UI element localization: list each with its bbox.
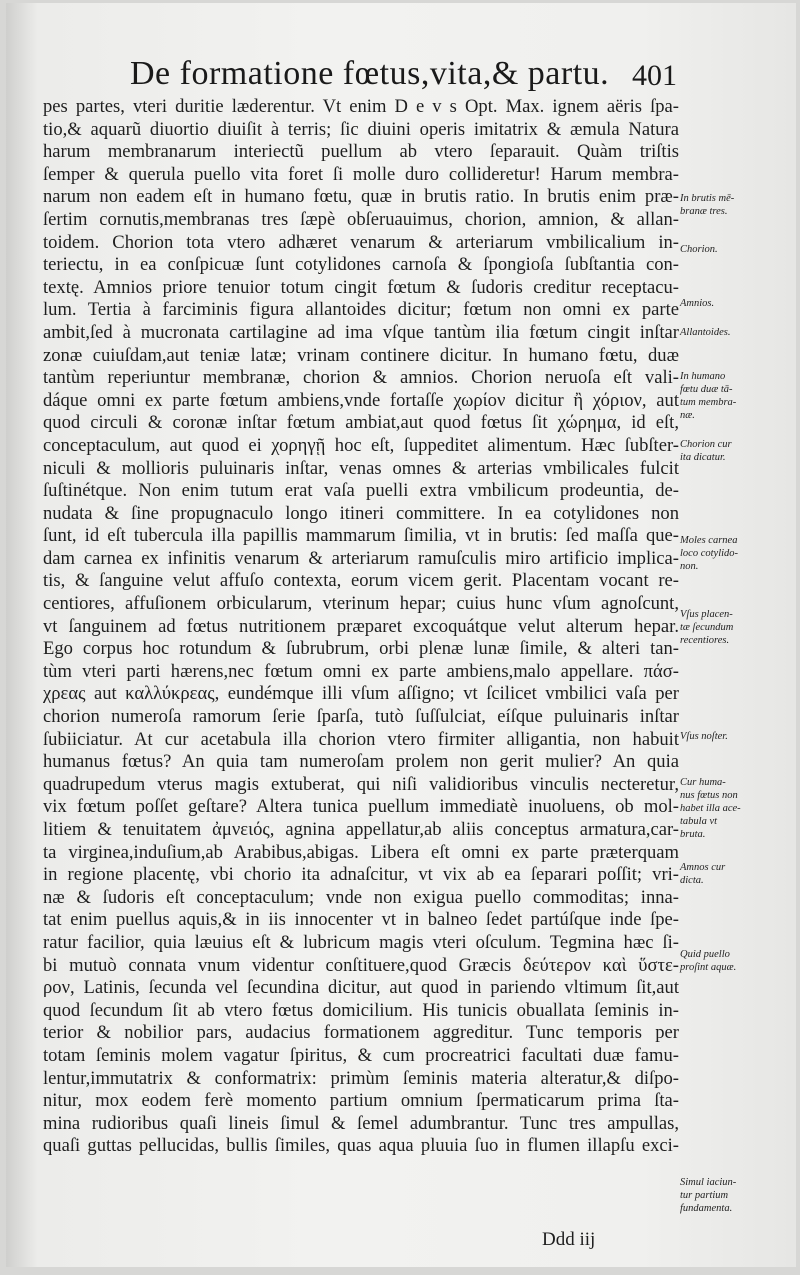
text-line: dáque omni ex parte fœtum ambiens,vnde fortaſſe χωρίον dicitur ἢ χόριον, aut <box>43 389 679 411</box>
text-line: chorion numeroſa ramorum ſerie ſparſa, tutò ſuſſulciat, eíſque puluinaris inſtar <box>43 706 679 728</box>
text-line: tùm vteri parti hærens,nec fœtum omni ex parte ambiens,malo appellare. πάσ- <box>43 660 679 682</box>
text-line: Ego corpus hoc rotundum & ſubrubrum, orbi plenæ lunæ ſimile, & alteri tan- <box>43 638 679 660</box>
text-line: ambit,ſed à mucronata cartilagine ad ima vſque tantùm ilia fœtum cingit inſtar <box>43 321 679 343</box>
text-line: ta virginea,induſium,ab Arabibus,abigas. Libera eſt omni ex parte præterquam <box>43 841 679 863</box>
text-line: quadrupedum vterus magis extuberat, qui niſi validioribus vinculis necteretur, <box>43 773 679 795</box>
text-line: ſubiiciatur. At cur acetabula illa chorion vtero firmiter alligantia, non habuit <box>43 728 679 750</box>
text-line: ſertim cornutis,membranas tres ſæpè obſeruauimus, chorion, amnion, & allan- <box>43 208 679 230</box>
margin-notes <box>6 3 796 1267</box>
margin-note-chorion-cur: Chorion cur ita dicatur. <box>680 439 732 463</box>
text-line: tantùm reperiuntur membranæ, chorion & amnios. Chorion neruoſa eſt vali- <box>43 367 679 389</box>
text-line: toidem. Chorion tota vtero adhæret venarum & arteriarum vmbilicalium in- <box>43 231 679 253</box>
text-line: conceptaculum, aut quod ei χορηγῇ hoc eſt, ſuppeditet alimentum. Hæc ſubſter- <box>43 434 679 456</box>
text-line: nitur, mox eodem ferè momento partium omnium ſpermaticarum prima ſta- <box>43 1090 679 1112</box>
text-line: ρον, Latinis, ſecunda vel ſecundina dicitur, aut quod in pariendo vltimum ſit,aut <box>43 977 679 999</box>
text-line: zonæ cuiuſdam,aut teniæ latæ; vrinam continere dicitur. In humano fœtu, duæ <box>43 344 679 366</box>
margin-note-vsus-noster: Vſus noſter. <box>680 731 728 742</box>
text-line: quod circuli & coronæ inſtar fœtum ambiat,aut quod fœtus ſit χώρημα, id eſt, <box>43 412 679 434</box>
margin-note-in-brutis: In brutis mē- branæ tres. <box>680 193 735 217</box>
text-line: mina rudioribus quaſi lineis ſimul & ſemel adumbrantur. Tunc tres ampullas, <box>43 1112 679 1134</box>
text-line: vt ſanguinem ad fœtus nutritionem præparet excoquátque velut alterum hepar. <box>43 615 679 637</box>
margin-note-in-humano: In humano fœtu duæ tā- tum membra- næ. <box>680 371 737 421</box>
text-line: centiores, affuſionem orbicularum, vterinum hepar; cuius hunc vſum agnoſcunt, <box>43 593 679 615</box>
text-line: næ & ſudoris eſt conceptaculum; vnde non exigua puello commoditas; inna- <box>43 886 679 908</box>
margin-note-simul: Simul iaciun- tur partium fundamenta. <box>680 1177 737 1214</box>
page-number: 401 <box>632 59 677 92</box>
margin-note-moles-carnea: Moles carnea loco cotylido- non. <box>680 535 739 572</box>
text-line: tis, & ſanguine velut affuſo contexta, eorum vicem gerit. Placentam vocant re- <box>43 570 679 592</box>
text-line: harum membranarum interiectũ puellum ab vtero ſeparauit. Quàm triſtis <box>43 141 679 163</box>
text-line: tat enim puellus aquis,& in iis innocenter vt in balneo ſedet partúſque inde ſpe- <box>43 909 679 931</box>
text-line: totam ſeminis molem vagatur ſpiritus, & cum procreatrici facultati duæ famu- <box>43 1044 679 1066</box>
text-line: litiem & tenuitatem ἀμνειός, agnina appellatur,ab aliis conceptus armatura,car- <box>43 819 679 840</box>
signature-mark: Ddd iij <box>542 1229 596 1250</box>
text-line: terior & nobilior pars, audacius formationem aggreditur. Tunc temporis per <box>43 1022 679 1044</box>
text-line: dam carnea ex infinitis venarum & arteriarum ramuſculis miro artificio implica- <box>43 547 679 569</box>
text-line: teriectu, in ea conſpicuæ ſunt cotylidones carnoſa & ſpongioſa ſubſtantia con- <box>43 254 679 276</box>
text-line: textę. Amnios priore tenuior totum cingit fœtum & ſudoris creditur receptacu- <box>43 276 679 298</box>
text-line: lentur,immutatrix & conformatrix: primùm ſeminis materia alteratur,& diſpo- <box>43 1067 679 1089</box>
text-line: tio,& aquarũ diuortio diuiſit à terris; ſic diuini operis imitatrix & æmula Natura <box>43 118 679 140</box>
text-line: pes partes, vteri duritie læderentur. Vt enim D e v s Opt. Max. ignem aëris ſpa- <box>43 96 679 117</box>
margin-note-allantoides: Allantoides. <box>680 327 731 338</box>
margin-note-chorion: Chorion. <box>680 244 718 255</box>
text-line: bi mutuò connata vnum videntur conſtituere,quod Græcis δεύτερον καὶ ὕστε- <box>43 954 679 976</box>
margin-note-vsus-placentae: Vſus placen- tæ ſecundum recentiores. <box>680 609 734 646</box>
margin-note-cur-humanus: Cur huma- nus fœtus non habet illa ace- tabula vt bruta. <box>680 777 741 840</box>
text-line: ratur facilior, quia læuius eſt & lubricum magis vteri oſculum. Tegmina hæc ſi- <box>43 931 679 953</box>
text-line: vix fœtum poſſet geſtare? Altera tunica puellum immediatè inuoluens, ob mol- <box>43 796 679 818</box>
text-line: ſuſtinétque. Non enim tutum erat vaſa puelli extra vmbilicum prodeuntia, de- <box>43 480 679 502</box>
text-line: lum. Tertia à farciminis figura allantoides dicitur; fœtum non omni ex parte <box>43 299 679 321</box>
text-line: nudata & ſine propugnaculo longo itineri committere. In ea cotylidones non <box>43 502 679 524</box>
text-line: χρεας aut καλλύκρεας, eundémque illi vſum aſſigno; vt ſcilicet vmbilici vaſa per <box>43 683 679 705</box>
text-line: niculi & mollioris puluinaris inſtar, venas omnes & arterias vmbilicales fulcit <box>43 457 679 479</box>
margin-note-amnios: Amnios. <box>680 298 715 309</box>
margin-note-quid-puello: Quid puello proſint aquæ. <box>680 949 737 973</box>
text-line: quaſi guttas pellucidas, bullis ſimiles, quas aqua pluuia ſuo in flumen illapſu exci- <box>43 1135 679 1157</box>
text-line: ſunt, id eſt tubercula illa papillis mammarum ſimilia, vt in brutis: ſed maſſa que- <box>43 525 679 547</box>
running-title: De formatione fœtus,vita,& partu. <box>130 55 610 92</box>
book-page <box>6 3 796 1267</box>
text-line: ſemper & querula puello vita foret ſi molle duro collideretur! Harum membra- <box>43 163 679 185</box>
text-line: in regione placentę, vbi chorio ita adnaſcitur, vt vix ab ea ſeparari poſſit; vri- <box>43 864 679 886</box>
text-line: quod ſecundum ſit ab vtero fœtus domicilium. His tunicis obuallata ſeminis in- <box>43 999 679 1021</box>
text-line: humanus fœtus? An quia tam numeroſam prolem non gerit mulier? An quia <box>43 751 679 773</box>
margin-note-amnos: Amnos cur dicta. <box>680 862 726 886</box>
text-line: narum non eadem eſt in humano fœtu, quæ in brutis ratio. In brutis enim præ- <box>43 186 679 208</box>
